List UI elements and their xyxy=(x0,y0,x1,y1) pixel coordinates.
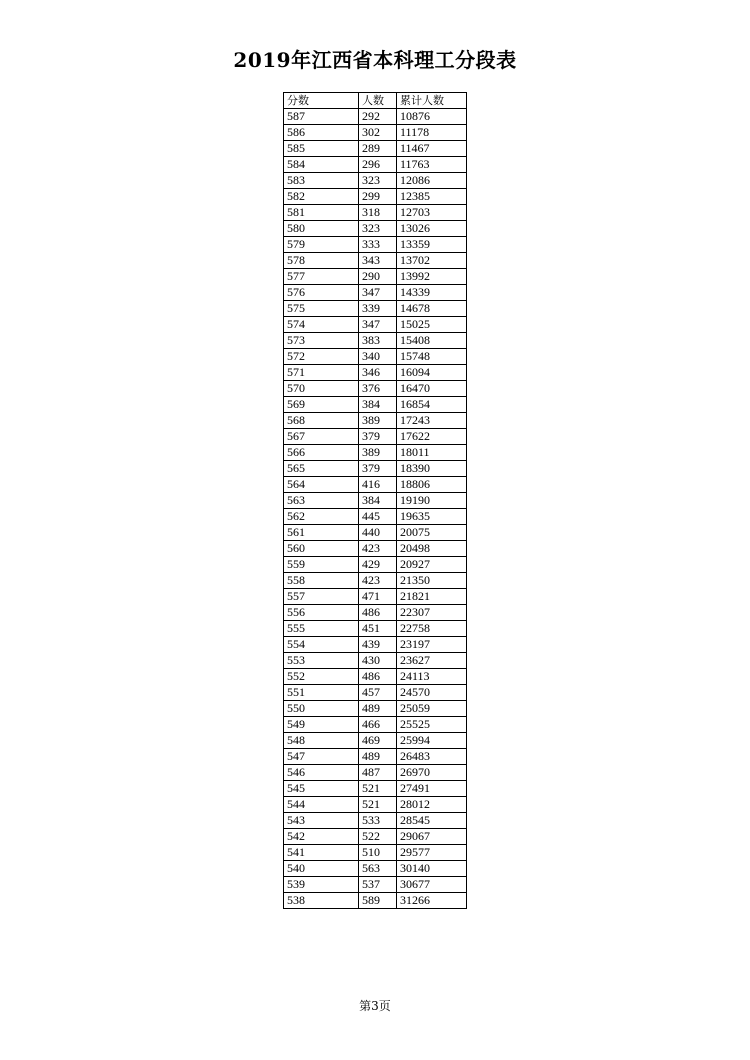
table-row xyxy=(284,189,467,205)
cumulative-cell: 20075 xyxy=(397,525,467,541)
count-cell: 589 xyxy=(359,893,397,909)
table-row xyxy=(284,413,467,429)
table-row xyxy=(284,493,467,509)
table-row xyxy=(284,765,467,781)
count-cell: 379 xyxy=(359,461,397,477)
score-cell: 581 xyxy=(284,205,359,221)
score-cell: 587 xyxy=(284,109,359,125)
table-row xyxy=(284,173,467,189)
cumulative-cell: 21821 xyxy=(397,589,467,605)
cumulative-cell: 12385 xyxy=(397,189,467,205)
score-cell: 572 xyxy=(284,349,359,365)
count-cell: 346 xyxy=(359,365,397,381)
table-row xyxy=(284,333,467,349)
header-cumulative: 累计人数 xyxy=(397,93,467,109)
count-cell: 471 xyxy=(359,589,397,605)
table-row xyxy=(284,397,467,413)
count-cell: 439 xyxy=(359,637,397,653)
cumulative-cell: 28545 xyxy=(397,813,467,829)
score-cell: 566 xyxy=(284,445,359,461)
table-row xyxy=(284,557,467,573)
cumulative-cell: 23197 xyxy=(397,637,467,653)
score-cell: 558 xyxy=(284,573,359,589)
count-cell: 379 xyxy=(359,429,397,445)
cumulative-cell: 12703 xyxy=(397,205,467,221)
header-count: 人数 xyxy=(359,93,397,109)
score-cell: 580 xyxy=(284,221,359,237)
count-cell: 299 xyxy=(359,189,397,205)
count-cell: 347 xyxy=(359,285,397,301)
count-cell: 445 xyxy=(359,509,397,525)
table-row xyxy=(284,109,467,125)
score-cell: 578 xyxy=(284,253,359,269)
score-cell: 552 xyxy=(284,669,359,685)
count-cell: 389 xyxy=(359,445,397,461)
score-cell: 575 xyxy=(284,301,359,317)
table-row xyxy=(284,317,467,333)
score-cell: 584 xyxy=(284,157,359,173)
table-row xyxy=(284,813,467,829)
table-row xyxy=(284,797,467,813)
cumulative-cell: 18390 xyxy=(397,461,467,477)
cumulative-cell: 11178 xyxy=(397,125,467,141)
table-row xyxy=(284,701,467,717)
score-cell: 573 xyxy=(284,333,359,349)
table-row xyxy=(284,861,467,877)
cumulative-cell: 25059 xyxy=(397,701,467,717)
table-row xyxy=(284,477,467,493)
table-row xyxy=(284,653,467,669)
table-row xyxy=(284,301,467,317)
cumulative-cell: 19190 xyxy=(397,493,467,509)
cumulative-cell: 29577 xyxy=(397,845,467,861)
score-cell: 559 xyxy=(284,557,359,573)
cumulative-cell: 17622 xyxy=(397,429,467,445)
count-cell: 347 xyxy=(359,317,397,333)
cumulative-cell: 18806 xyxy=(397,477,467,493)
count-cell: 384 xyxy=(359,493,397,509)
count-cell: 521 xyxy=(359,797,397,813)
count-cell: 423 xyxy=(359,541,397,557)
table-row xyxy=(284,141,467,157)
score-cell: 553 xyxy=(284,653,359,669)
count-cell: 340 xyxy=(359,349,397,365)
table-row xyxy=(284,685,467,701)
score-cell: 577 xyxy=(284,269,359,285)
cumulative-cell: 16094 xyxy=(397,365,467,381)
table-row xyxy=(284,509,467,525)
cumulative-cell: 30140 xyxy=(397,861,467,877)
count-cell: 389 xyxy=(359,413,397,429)
score-cell: 563 xyxy=(284,493,359,509)
score-cell: 555 xyxy=(284,621,359,637)
count-cell: 521 xyxy=(359,781,397,797)
count-cell: 318 xyxy=(359,205,397,221)
table-row xyxy=(284,589,467,605)
score-cell: 571 xyxy=(284,365,359,381)
table-row xyxy=(284,125,467,141)
cumulative-cell: 24570 xyxy=(397,685,467,701)
cumulative-cell: 19635 xyxy=(397,509,467,525)
score-cell: 557 xyxy=(284,589,359,605)
cumulative-cell: 24113 xyxy=(397,669,467,685)
table-body xyxy=(284,109,467,909)
table-header-row xyxy=(284,93,467,109)
score-cell: 582 xyxy=(284,189,359,205)
score-cell: 583 xyxy=(284,173,359,189)
count-cell: 466 xyxy=(359,717,397,733)
cumulative-cell: 16854 xyxy=(397,397,467,413)
page-title: 2019年江西省本科理工分段表 xyxy=(233,48,517,72)
cumulative-cell: 20498 xyxy=(397,541,467,557)
count-cell: 339 xyxy=(359,301,397,317)
score-cell: 543 xyxy=(284,813,359,829)
cumulative-cell: 16470 xyxy=(397,381,467,397)
score-cell: 586 xyxy=(284,125,359,141)
cumulative-cell: 17243 xyxy=(397,413,467,429)
table-row xyxy=(284,461,467,477)
table-row xyxy=(284,541,467,557)
cumulative-cell: 14678 xyxy=(397,301,467,317)
count-cell: 430 xyxy=(359,653,397,669)
score-cell: 545 xyxy=(284,781,359,797)
count-cell: 429 xyxy=(359,557,397,573)
cumulative-cell: 22307 xyxy=(397,605,467,621)
score-cell: 550 xyxy=(284,701,359,717)
table-row xyxy=(284,525,467,541)
cumulative-cell: 13702 xyxy=(397,253,467,269)
score-cell: 560 xyxy=(284,541,359,557)
count-cell: 323 xyxy=(359,221,397,237)
cumulative-cell: 15408 xyxy=(397,333,467,349)
score-cell: 579 xyxy=(284,237,359,253)
count-cell: 487 xyxy=(359,765,397,781)
score-cell: 547 xyxy=(284,749,359,765)
count-cell: 533 xyxy=(359,813,397,829)
table-row xyxy=(284,669,467,685)
count-cell: 486 xyxy=(359,605,397,621)
count-cell: 563 xyxy=(359,861,397,877)
cumulative-cell: 13026 xyxy=(397,221,467,237)
count-cell: 343 xyxy=(359,253,397,269)
cumulative-cell: 31266 xyxy=(397,893,467,909)
count-cell: 292 xyxy=(359,109,397,125)
cumulative-cell: 10876 xyxy=(397,109,467,125)
count-cell: 289 xyxy=(359,141,397,157)
cumulative-cell: 27491 xyxy=(397,781,467,797)
score-cell: 539 xyxy=(284,877,359,893)
cumulative-cell: 15748 xyxy=(397,349,467,365)
cumulative-cell: 15025 xyxy=(397,317,467,333)
count-cell: 451 xyxy=(359,621,397,637)
table-row xyxy=(284,749,467,765)
cumulative-cell: 11763 xyxy=(397,157,467,173)
cumulative-cell: 22758 xyxy=(397,621,467,637)
score-cell: 540 xyxy=(284,861,359,877)
table-row xyxy=(284,845,467,861)
count-cell: 290 xyxy=(359,269,397,285)
cumulative-cell: 30677 xyxy=(397,877,467,893)
count-cell: 440 xyxy=(359,525,397,541)
table-row xyxy=(284,621,467,637)
count-cell: 457 xyxy=(359,685,397,701)
table-row xyxy=(284,637,467,653)
cumulative-cell: 23627 xyxy=(397,653,467,669)
table-row xyxy=(284,285,467,301)
table-row xyxy=(284,429,467,445)
score-cell: 548 xyxy=(284,733,359,749)
count-cell: 296 xyxy=(359,157,397,173)
cumulative-cell: 25994 xyxy=(397,733,467,749)
score-cell: 565 xyxy=(284,461,359,477)
table-row xyxy=(284,253,467,269)
score-cell: 567 xyxy=(284,429,359,445)
score-cell: 541 xyxy=(284,845,359,861)
count-cell: 537 xyxy=(359,877,397,893)
cumulative-cell: 21350 xyxy=(397,573,467,589)
score-cell: 561 xyxy=(284,525,359,541)
cumulative-cell: 29067 xyxy=(397,829,467,845)
cumulative-cell: 12086 xyxy=(397,173,467,189)
cumulative-cell: 11467 xyxy=(397,141,467,157)
cumulative-cell: 26970 xyxy=(397,765,467,781)
table-row xyxy=(284,269,467,285)
score-cell: 542 xyxy=(284,829,359,845)
count-cell: 333 xyxy=(359,237,397,253)
count-cell: 423 xyxy=(359,573,397,589)
table-row xyxy=(284,717,467,733)
count-cell: 416 xyxy=(359,477,397,493)
score-cell: 554 xyxy=(284,637,359,653)
score-cell: 538 xyxy=(284,893,359,909)
table-row xyxy=(284,733,467,749)
table-row xyxy=(284,349,467,365)
count-cell: 376 xyxy=(359,381,397,397)
count-cell: 489 xyxy=(359,749,397,765)
cumulative-cell: 25525 xyxy=(397,717,467,733)
table-row xyxy=(284,605,467,621)
score-cell: 556 xyxy=(284,605,359,621)
table-row xyxy=(284,157,467,173)
score-cell: 551 xyxy=(284,685,359,701)
cumulative-cell: 14339 xyxy=(397,285,467,301)
table-row xyxy=(284,381,467,397)
score-cell: 549 xyxy=(284,717,359,733)
score-cell: 562 xyxy=(284,509,359,525)
cumulative-cell: 26483 xyxy=(397,749,467,765)
score-cell: 564 xyxy=(284,477,359,493)
cumulative-cell: 20927 xyxy=(397,557,467,573)
cumulative-cell: 28012 xyxy=(397,797,467,813)
score-cell: 574 xyxy=(284,317,359,333)
count-cell: 323 xyxy=(359,173,397,189)
table-row xyxy=(284,877,467,893)
count-cell: 489 xyxy=(359,701,397,717)
score-cell: 568 xyxy=(284,413,359,429)
table-row xyxy=(284,573,467,589)
table-row xyxy=(284,829,467,845)
score-cell: 544 xyxy=(284,797,359,813)
count-cell: 510 xyxy=(359,845,397,861)
score-cell: 569 xyxy=(284,397,359,413)
table-row xyxy=(284,237,467,253)
count-cell: 469 xyxy=(359,733,397,749)
cumulative-cell: 13992 xyxy=(397,269,467,285)
table-row xyxy=(284,365,467,381)
count-cell: 486 xyxy=(359,669,397,685)
header-score: 分数 xyxy=(284,93,359,109)
score-cell: 576 xyxy=(284,285,359,301)
cumulative-cell: 18011 xyxy=(397,445,467,461)
table-row xyxy=(284,781,467,797)
score-cell: 546 xyxy=(284,765,359,781)
count-cell: 522 xyxy=(359,829,397,845)
count-cell: 384 xyxy=(359,397,397,413)
score-cell: 570 xyxy=(284,381,359,397)
score-cell: 585 xyxy=(284,141,359,157)
count-cell: 302 xyxy=(359,125,397,141)
table-row xyxy=(284,445,467,461)
table-row xyxy=(284,221,467,237)
table-row xyxy=(284,205,467,221)
table-row xyxy=(284,893,467,909)
cumulative-cell: 13359 xyxy=(397,237,467,253)
count-cell: 383 xyxy=(359,333,397,349)
score-distribution-table xyxy=(283,92,467,909)
page-number: 第3页 xyxy=(359,999,391,1013)
